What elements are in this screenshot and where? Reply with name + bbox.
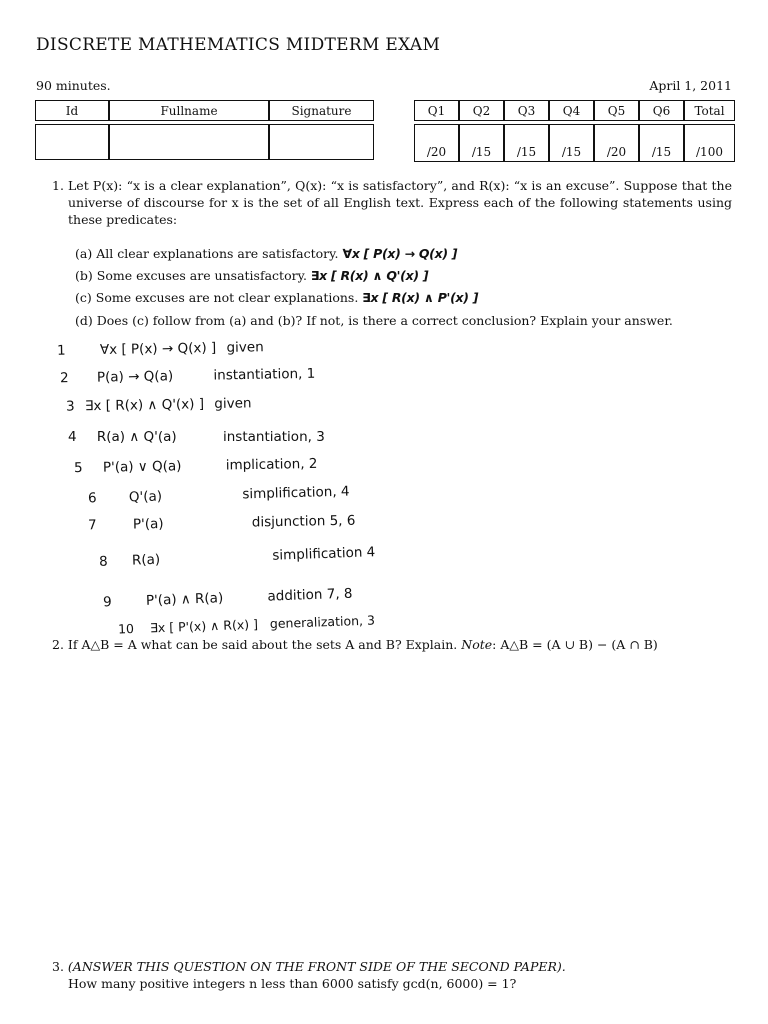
part-a-answer: ∀x [ P(x) → Q(x) ] (342, 246, 458, 261)
score-header-q1: Q1 (414, 100, 459, 121)
question-2-text: If A△B = A what can be said about the sets A and B? Explain. (67, 637, 458, 652)
proof-step-4 (68, 429, 325, 445)
proof-step-7-expr: P'(a) (132, 516, 164, 533)
signature-header: Signature (269, 100, 374, 121)
score-cell-q1: /20 (414, 124, 459, 162)
part-c-label: (c) (75, 290, 92, 305)
exam-title: DISCRETE MATHEMATICS MIDTERM EXAM (36, 35, 441, 55)
proof-step-6-expr: Q'(a) (128, 488, 163, 506)
proof-step-1-reason: given (226, 339, 264, 356)
proof-step-9-reason: addition 7, 8 (267, 585, 353, 605)
proof-step-6-reason: simplification, 4 (242, 483, 350, 503)
proof-step-5-reason: implication, 2 (225, 455, 318, 474)
question-2-number: 2. (52, 637, 64, 652)
score-header-q6: Q6 (639, 100, 684, 121)
part-a-text: All clear explanations are satisfactory. (96, 246, 339, 261)
proof-step-3-number: 3 (65, 398, 75, 415)
proof-step-2-number: 2 (59, 370, 69, 387)
proof-step-7-number: 7 (87, 517, 97, 534)
part-b-label: (b) (75, 268, 93, 283)
question-3-instruction: (ANSWER THIS QUESTION ON THE FRONT SIDE OF THE SECOND PAPER). (67, 959, 566, 974)
score-cell-q6: /15 (639, 124, 684, 162)
proof-step-4-reason: instantiation, 3 (222, 429, 325, 445)
id-cell[interactable] (35, 124, 109, 160)
score-header-q5: Q5 (594, 100, 639, 121)
proof-step-8-number: 8 (98, 553, 108, 570)
proof-step-8-expr: R(a) (131, 551, 161, 569)
score-header-q3: Q3 (504, 100, 549, 121)
score-table (414, 100, 735, 162)
part-b-answer: ∃x [ R(x) ∧ Q'(x) ] (310, 268, 429, 283)
id-header: Id (35, 100, 109, 121)
question-1-part-b (75, 268, 428, 283)
proof-step-3-reason: given (214, 395, 252, 413)
proof-step-6 (88, 484, 350, 507)
question-1-part-c (75, 290, 478, 305)
question-2: 2. If A△B = A what can be said about the sets A and B? Explain. Note: A△B = (A ∪ B) − (A ∩ B) (52, 637, 658, 652)
proof-step-5-expr: P'(a) ∨ Q(a) (102, 458, 182, 476)
proof-step-7-reason: disjunction 5, 6 (251, 512, 356, 531)
question-2-note: A△B = (A ∪ B) − (A ∩ B) (500, 637, 658, 652)
proof-step-3 (66, 395, 252, 414)
question-3-number: 3. (52, 959, 64, 974)
fullname-header: Fullname (109, 100, 269, 121)
score-cell-q5: /20 (594, 124, 639, 162)
question-2-note-label: Note (461, 637, 493, 652)
score-header-q4: Q4 (549, 100, 594, 121)
proof-step-6-number: 6 (87, 490, 97, 507)
proof-step-4-number: 4 (68, 429, 77, 445)
exam-duration: 90 minutes. (36, 78, 111, 93)
proof-step-5 (74, 456, 318, 476)
proof-step-9-expr: P'(a) ∧ R(a) (145, 590, 224, 609)
question-3-text: How many positive integers n less than 6000 satisfy gcd(n, 6000) = 1? (68, 976, 517, 991)
proof-step-10-reason: generalization, 3 (269, 612, 376, 632)
proof-step-1-expr: ∀x [ P(x) → Q(x) ] (99, 340, 217, 359)
part-d-label: (d) (75, 313, 93, 328)
question-1-prompt: Let P(x): “x is a clear explanation”, Q(x): “x is satisfactory”, and R(x): “x is an excuse”. Suppose that the universe of discourse for x is the set of all English text. Express each of the following statements using these predicates: (68, 178, 732, 227)
part-d-text: Does (c) follow from (a) and (b)? If not, is there a correct conclusion? Explain your answer. (96, 313, 673, 328)
score-cell-q4: /15 (549, 124, 594, 162)
score-header-total: Total (684, 100, 735, 121)
exam-date: April 1, 2011 (649, 78, 732, 93)
part-c-answer: ∃x [ R(x) ∧ P'(x) ] (362, 290, 479, 305)
score-header-q2: Q2 (459, 100, 504, 121)
fullname-cell[interactable] (109, 124, 269, 160)
score-cell-q2: /15 (459, 124, 504, 162)
proof-step-2-reason: instantiation, 1 (213, 365, 316, 384)
proof-step-3-expr: ∃x [ R(x) ∧ Q'(x) ] (84, 396, 205, 415)
proof-step-1-number: 1 (56, 342, 66, 359)
proof-step-8 (99, 544, 376, 570)
proof-step-2-expr: P(a) → Q(a) (96, 368, 174, 386)
proof-step-2 (60, 366, 316, 386)
proof-step-4-expr: R(a) ∧ Q'(a) (96, 429, 177, 445)
part-b-text: Some excuses are unsatisfactory. (96, 268, 307, 283)
score-cell-q3: /15 (504, 124, 549, 162)
question-1-part-a (75, 246, 457, 261)
student-id-table (35, 100, 374, 160)
proof-step-10-expr: ∃x [ P'(x) ∧ R(x) ] (149, 616, 259, 636)
proof-step-10-number: 10 (117, 620, 135, 637)
part-c-text: Some excuses are not clear explanations. (95, 290, 359, 305)
proof-step-7 (88, 513, 356, 534)
part-a-label: (a) (75, 246, 93, 261)
proof-step-1 (57, 339, 264, 359)
proof-step-9-number: 9 (102, 594, 112, 611)
question-1 (52, 177, 732, 228)
question-3 (52, 958, 566, 992)
proof-step-9 (103, 586, 353, 611)
proof-step-10 (118, 613, 375, 637)
signature-cell[interactable] (269, 124, 374, 160)
question-1-number: 1. (52, 178, 64, 193)
proof-step-5-number: 5 (73, 459, 83, 477)
score-cell-total: /100 (684, 124, 735, 162)
proof-step-8-reason: simplification 4 (272, 544, 376, 564)
question-1-part-d (75, 313, 673, 328)
